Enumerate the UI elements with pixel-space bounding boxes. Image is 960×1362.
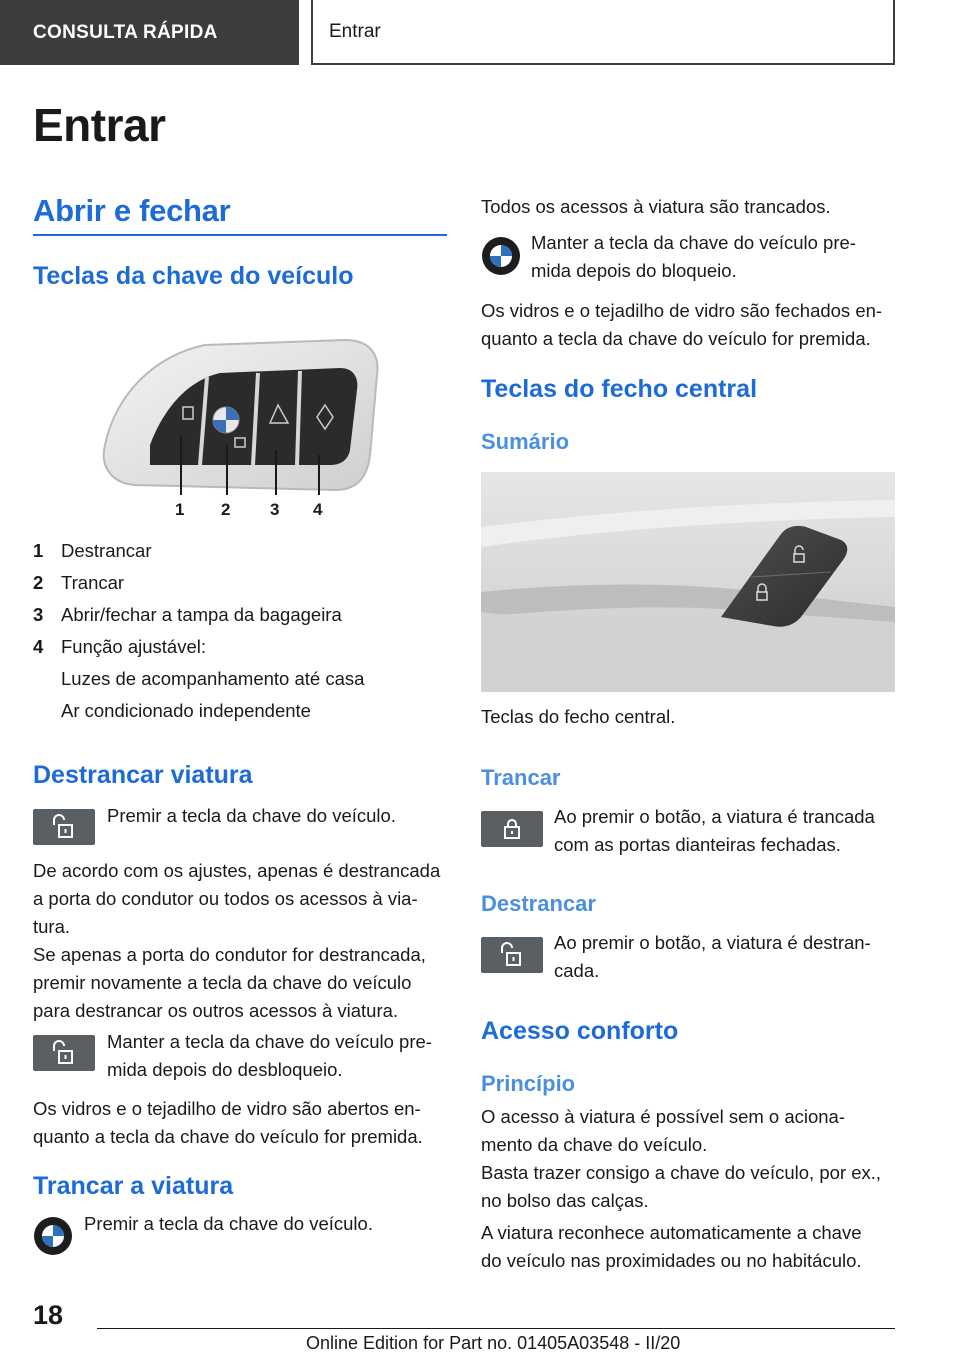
- list-subitem: Luzes de acompanhamento até casa: [61, 668, 365, 689]
- text-line: De acordo com os ajustes, apenas é destrancada: [33, 860, 441, 881]
- list-subitem: Ar condicionado independente: [61, 700, 311, 721]
- lock-icon: [481, 811, 543, 847]
- text-line: mida depois do bloqueio.: [531, 260, 737, 281]
- callout-1: 1: [175, 500, 185, 519]
- heading-teclas-chave: Teclas da chave do veículo: [33, 262, 354, 290]
- text-line: quanto a tecla da chave do veículo for premida.: [33, 1126, 423, 1147]
- text-line: do veículo nas proximidades ou no habitáculo.: [481, 1250, 862, 1271]
- text-line: Ao premir o botão, a viatura é trancada: [554, 806, 875, 827]
- heading-acesso-conforto: Acesso conforto: [481, 1017, 679, 1045]
- paragraph-vidros-abertos: [33, 1095, 447, 1151]
- unlock-icon: [481, 937, 543, 973]
- bmw-logo-icon: [33, 1216, 73, 1261]
- paragraph-todos-trancados: Todos os acessos à viatura são trancados.: [481, 196, 831, 217]
- text-line: Se apenas a porta do condutor for destrancada,: [33, 944, 426, 965]
- paragraph-basta: [481, 1159, 901, 1215]
- text-line: Os vidros e o tejadilho de vidro são abertos en-: [33, 1098, 421, 1119]
- text-line: no bolso das calças.: [481, 1190, 649, 1211]
- paragraph-principio: [481, 1103, 901, 1159]
- manter-desbloqueio-text: [107, 1028, 447, 1084]
- paragraph-vidros-fechados: [481, 297, 901, 353]
- heading-rule: [33, 234, 447, 236]
- heading-trancar-viatura: Trancar a viatura: [33, 1172, 234, 1200]
- key-fob-illustration: [95, 335, 385, 525]
- manter-bloqueio-text: [531, 229, 901, 285]
- unlock-icon: [33, 1035, 95, 1071]
- list-text: Função ajustável:: [61, 636, 207, 657]
- text-line: premir novamente a tecla da chave do veículo: [33, 972, 412, 993]
- paragraph-condutor: [33, 941, 447, 1025]
- paragraph-reconhece: [481, 1219, 901, 1275]
- bmw-logo-icon: [481, 236, 521, 281]
- heading-principio: Princípio: [481, 1071, 576, 1096]
- list-text: Trancar: [61, 572, 125, 593]
- destrancar-icon-text: Premir a tecla da chave do veículo.: [107, 805, 396, 826]
- text-line: Os vidros e o tejadilho de vidro são fechados en-: [481, 300, 883, 321]
- text-line: para destrancar os outros acessos à viatura.: [33, 1000, 399, 1021]
- key-fob-figure: [95, 335, 385, 525]
- list-item: [33, 633, 447, 661]
- heading-destrancar: Destrancar: [481, 891, 596, 916]
- heading-teclas-fecho: Teclas do fecho central: [481, 375, 758, 403]
- list-text: Destrancar: [61, 540, 152, 561]
- callout-4: 4: [313, 500, 323, 519]
- central-lock-photo: [481, 472, 895, 692]
- text-line: Ao premir o botão, a viatura é destran-: [554, 932, 871, 953]
- text-line: Manter a tecla da chave do veículo pre-: [531, 232, 856, 253]
- header-tab: CONSULTA RÁPIDA: [0, 0, 299, 65]
- text-line: cada.: [554, 960, 600, 981]
- text-line: quanto a tecla da chave do veículo for premida.: [481, 328, 871, 349]
- footer-rule: [97, 1328, 895, 1329]
- text-line: com as portas dianteiras fechadas.: [554, 834, 841, 855]
- list-num: 4: [33, 636, 44, 657]
- text-line: Basta trazer consigo a chave do veículo, por ex.,: [481, 1162, 882, 1183]
- page-number: 18: [33, 1300, 64, 1330]
- callout-3: 3: [270, 500, 280, 519]
- page-title: Entrar: [33, 99, 166, 151]
- key-legend-list: [33, 537, 447, 725]
- text-line: mento da chave do veículo.: [481, 1134, 708, 1155]
- list-item: [33, 537, 447, 565]
- text-line: tura.: [33, 916, 71, 937]
- text-line: A viatura reconhece automaticamente a chave: [481, 1222, 862, 1243]
- list-item: [33, 569, 447, 597]
- photo-caption: Teclas do fecho central.: [481, 706, 676, 727]
- footer-edition: Online Edition for Part no. 01405A03548 - II/20: [306, 1333, 681, 1353]
- text-line: a porta do condutor ou todos os acessos à via-: [33, 888, 418, 909]
- heading-sumario: Sumário: [481, 429, 570, 454]
- text-line: Manter a tecla da chave do veículo pre-: [107, 1031, 432, 1052]
- list-num: 2: [33, 572, 44, 593]
- list-num: 3: [33, 604, 44, 625]
- list-item: [33, 601, 447, 629]
- trancar-icon-text: Premir a tecla da chave do veículo.: [84, 1213, 373, 1234]
- callout-2: 2: [221, 500, 231, 519]
- header-section-title: Entrar: [311, 0, 895, 65]
- heading-abrir-fechar: Abrir e fechar: [33, 193, 231, 228]
- text-line: mida depois do desbloqueio.: [107, 1059, 343, 1080]
- heading-destrancar-viatura: Destrancar viatura: [33, 761, 253, 789]
- text-line: O acesso à viatura é possível sem o aciona-: [481, 1106, 846, 1127]
- trancar-description: [554, 803, 899, 859]
- unlock-icon: [33, 809, 95, 845]
- heading-trancar: Trancar: [481, 765, 561, 790]
- destrancar-description: [554, 929, 899, 985]
- paragraph-ajustes: [33, 857, 447, 941]
- list-text: Abrir/fechar a tampa da bagageira: [61, 604, 342, 625]
- list-num: 1: [33, 540, 44, 561]
